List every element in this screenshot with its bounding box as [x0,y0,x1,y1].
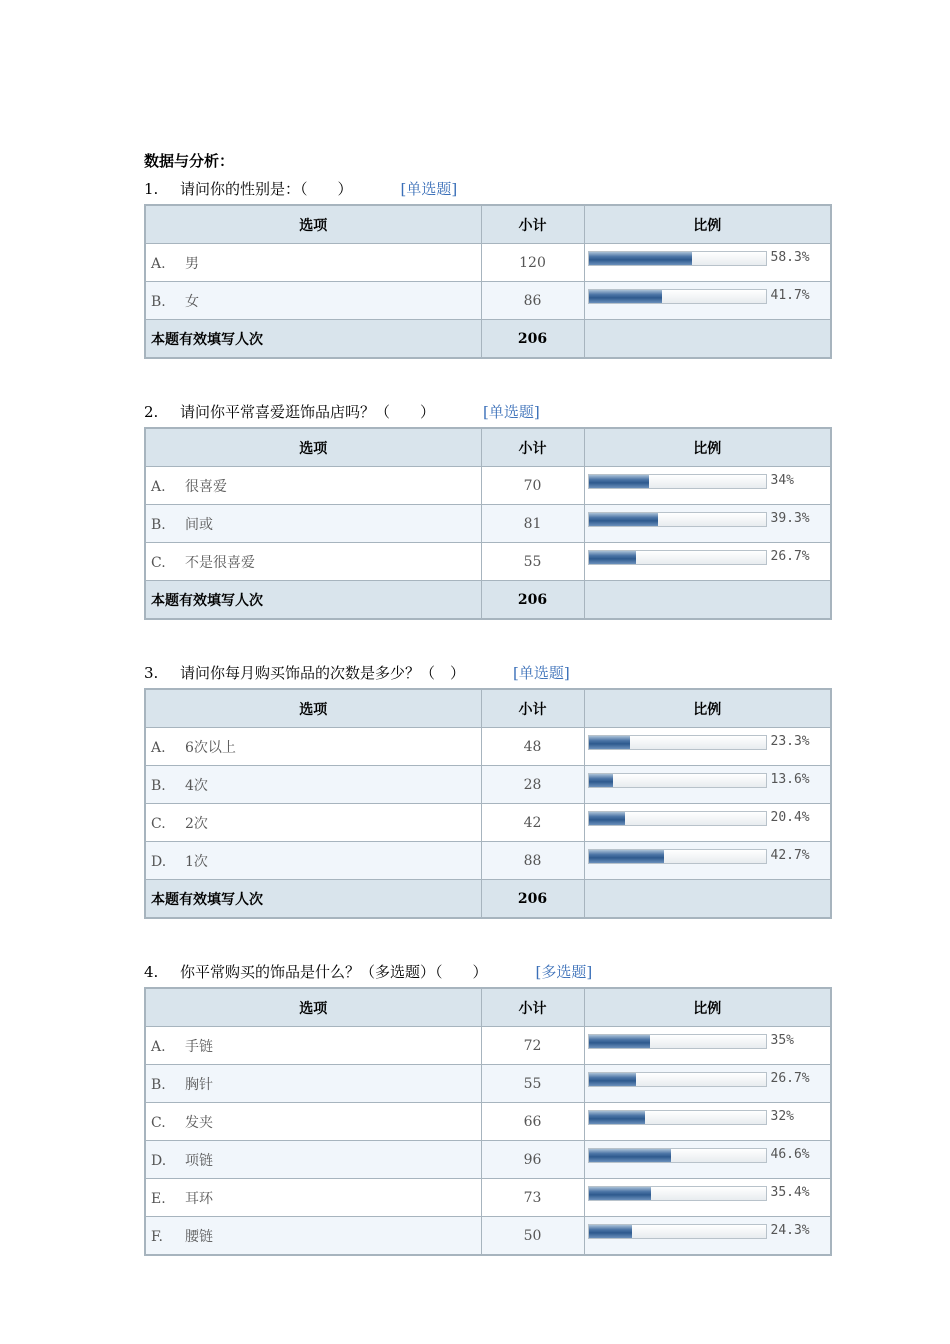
header-option: 选项 [145,988,481,1027]
percent-label: 35% [770,1033,794,1048]
count-cell: 50 [481,1217,584,1256]
option-label: 耳环 [185,1190,213,1207]
option-cell [145,467,481,505]
option-label: 4次 [185,777,208,794]
question-title [144,397,830,427]
option-cell [145,244,481,282]
ratio-cell [584,1141,831,1179]
option-letter: B. [151,1076,166,1093]
percent-label: 23.3% [770,734,810,749]
option-letter: A. [151,478,166,495]
count-cell: 88 [481,842,584,880]
percent-label: 41.7% [770,288,810,303]
ratio-cell [584,1103,831,1141]
progress-bar [588,1148,767,1163]
question-type-link[interactable]: [多选题] [535,963,593,981]
ratio-cell [584,467,831,505]
question-title [144,174,830,204]
question-type-link[interactable]: [单选题] [483,403,540,421]
result-table [144,204,832,359]
question-number: 2. [144,403,159,421]
table-header-row [145,689,831,728]
ratio-cell [584,543,831,581]
option-cell [145,505,481,543]
header-ratio: 比例 [584,689,831,728]
progress-fill [589,551,636,564]
option-label: 女 [185,293,199,310]
option-cell [145,1217,481,1256]
total-count: 206 [481,880,584,919]
progress-fill [589,1111,646,1124]
count-cell: 72 [481,1027,584,1065]
option-letter: A. [151,739,166,756]
question-text: 请问你平常喜爱逛饰品店吗？（ ） [180,403,436,421]
option-cell [145,1141,481,1179]
header-count: 小计 [481,689,584,728]
progress-fill [589,513,659,526]
progress-bar [588,251,767,266]
ratio-cell [584,804,831,842]
question-number: 1. [144,180,159,198]
section-heading: 数据与分析： [144,152,235,170]
table-header-row [145,428,831,467]
ratio-cell [584,766,831,804]
count-cell: 48 [481,728,584,766]
option-letter: D. [151,853,167,870]
table-row [145,1103,831,1141]
percent-label: 26.7% [770,1071,810,1086]
count-cell: 96 [481,1141,584,1179]
total-empty-cell [584,320,831,359]
count-cell: 73 [481,1179,584,1217]
option-letter: A. [151,255,166,272]
header-option: 选项 [145,428,481,467]
table-row [145,766,831,804]
table-header-row [145,205,831,244]
option-letter: B. [151,293,166,310]
option-letter: C. [151,815,166,832]
survey-report [144,148,830,1294]
header-option: 选项 [145,205,481,244]
progress-fill [589,1225,632,1238]
option-cell [145,1027,481,1065]
total-row [145,880,831,919]
table-row [145,543,831,581]
option-label: 6次以上 [185,739,236,756]
table-row [145,1217,831,1256]
header-ratio: 比例 [584,205,831,244]
option-label: 胸针 [185,1076,213,1093]
table-row [145,1179,831,1217]
percent-label: 34% [770,473,794,488]
option-cell [145,1179,481,1217]
count-cell: 42 [481,804,584,842]
count-cell: 55 [481,1065,584,1103]
table-row [145,467,831,505]
progress-bar [588,849,767,864]
option-label: 间或 [185,516,213,533]
question-block [144,174,830,359]
option-label: 手链 [185,1038,213,1055]
table-row [145,244,831,282]
percent-label: 46.6% [770,1147,810,1162]
header-count: 小计 [481,428,584,467]
option-letter: E. [151,1190,166,1207]
progress-bar [588,1110,767,1125]
header-count: 小计 [481,988,584,1027]
option-cell [145,1065,481,1103]
question-text: 请问你的性别是：（ ） [180,180,353,198]
total-empty-cell [584,880,831,919]
count-cell: 81 [481,505,584,543]
ratio-cell [584,1065,831,1103]
progress-bar [588,550,767,565]
ratio-cell [584,244,831,282]
table-header-row [145,988,831,1027]
header-ratio: 比例 [584,988,831,1027]
progress-bar [588,735,767,750]
percent-label: 13.6% [770,772,810,787]
total-count: 206 [481,581,584,620]
question-type-link[interactable]: [单选题] [513,664,570,682]
option-letter: F. [151,1228,163,1245]
option-letter: C. [151,1114,166,1131]
option-label: 发夹 [185,1114,213,1131]
question-text: 请问你每月购买饰品的次数是多少？（ ） [180,664,466,682]
count-cell: 86 [481,282,584,320]
progress-bar [588,1034,767,1049]
progress-fill [589,850,665,863]
progress-fill [589,774,613,787]
question-number: 3. [144,664,159,682]
question-type-link[interactable]: [单选题] [400,180,458,198]
total-empty-cell [584,581,831,620]
percent-label: 39.3% [770,511,810,526]
option-label: 2次 [185,815,208,832]
question-block [144,397,830,620]
total-label: 本题有效填写人次 [145,581,481,620]
question-list [144,174,830,1256]
progress-bar [588,773,767,788]
table-row [145,282,831,320]
ratio-cell [584,282,831,320]
ratio-cell [584,1217,831,1256]
progress-fill [589,812,625,825]
count-cell: 55 [481,543,584,581]
header-option: 选项 [145,689,481,728]
option-cell [145,282,481,320]
progress-fill [589,736,630,749]
option-letter: B. [151,516,166,533]
table-row [145,1141,831,1179]
table-row [145,728,831,766]
total-row [145,581,831,620]
percent-label: 26.7% [770,549,810,564]
count-cell: 66 [481,1103,584,1141]
progress-bar [588,289,767,304]
option-label: 1次 [185,853,208,870]
question-number: 4. [144,963,159,981]
option-label: 很喜爱 [185,478,227,495]
ratio-cell [584,1027,831,1065]
option-label: 项链 [185,1152,213,1169]
question-title [144,658,830,688]
progress-fill [589,1073,636,1086]
progress-bar [588,474,767,489]
header-count: 小计 [481,205,584,244]
progress-bar [588,1186,767,1201]
option-letter: B. [151,777,166,794]
table-row [145,804,831,842]
option-cell [145,804,481,842]
ratio-cell [584,505,831,543]
result-table [144,427,832,620]
count-cell: 70 [481,467,584,505]
total-label: 本题有效填写人次 [145,320,481,359]
progress-fill [589,290,663,303]
header-ratio: 比例 [584,428,831,467]
option-cell [145,842,481,880]
option-letter: A. [151,1038,166,1055]
result-table [144,987,832,1256]
question-title [144,957,830,987]
progress-bar [588,1224,767,1239]
option-label: 腰链 [185,1228,213,1245]
progress-fill [589,1035,651,1048]
percent-label: 20.4% [770,810,810,825]
ratio-cell [584,728,831,766]
question-text: 你平常购买的饰品是什么？（多选题）（ ） [180,963,488,981]
progress-bar [588,1072,767,1087]
progress-bar [588,811,767,826]
progress-fill [589,1187,652,1200]
option-letter: D. [151,1152,167,1169]
table-row [145,1027,831,1065]
ratio-cell [584,842,831,880]
option-cell [145,728,481,766]
result-table [144,688,832,919]
option-label: 不是很喜爱 [185,554,255,571]
question-block [144,658,830,919]
percent-label: 24.3% [770,1223,810,1238]
table-row [145,842,831,880]
percent-label: 32% [770,1109,794,1124]
percent-label: 58.3% [770,250,810,265]
table-row [145,1065,831,1103]
total-count: 206 [481,320,584,359]
progress-bar [588,512,767,527]
ratio-cell [584,1179,831,1217]
percent-label: 35.4% [770,1185,810,1200]
progress-fill [589,475,649,488]
option-cell [145,543,481,581]
option-cell [145,1103,481,1141]
total-row [145,320,831,359]
count-cell: 120 [481,244,584,282]
total-label: 本题有效填写人次 [145,880,481,919]
option-letter: C. [151,554,166,571]
progress-fill [589,1149,671,1162]
percent-label: 42.7% [770,848,810,863]
count-cell: 28 [481,766,584,804]
option-cell [145,766,481,804]
progress-fill [589,252,692,265]
table-row [145,505,831,543]
question-block [144,957,830,1256]
option-label: 男 [185,255,199,272]
